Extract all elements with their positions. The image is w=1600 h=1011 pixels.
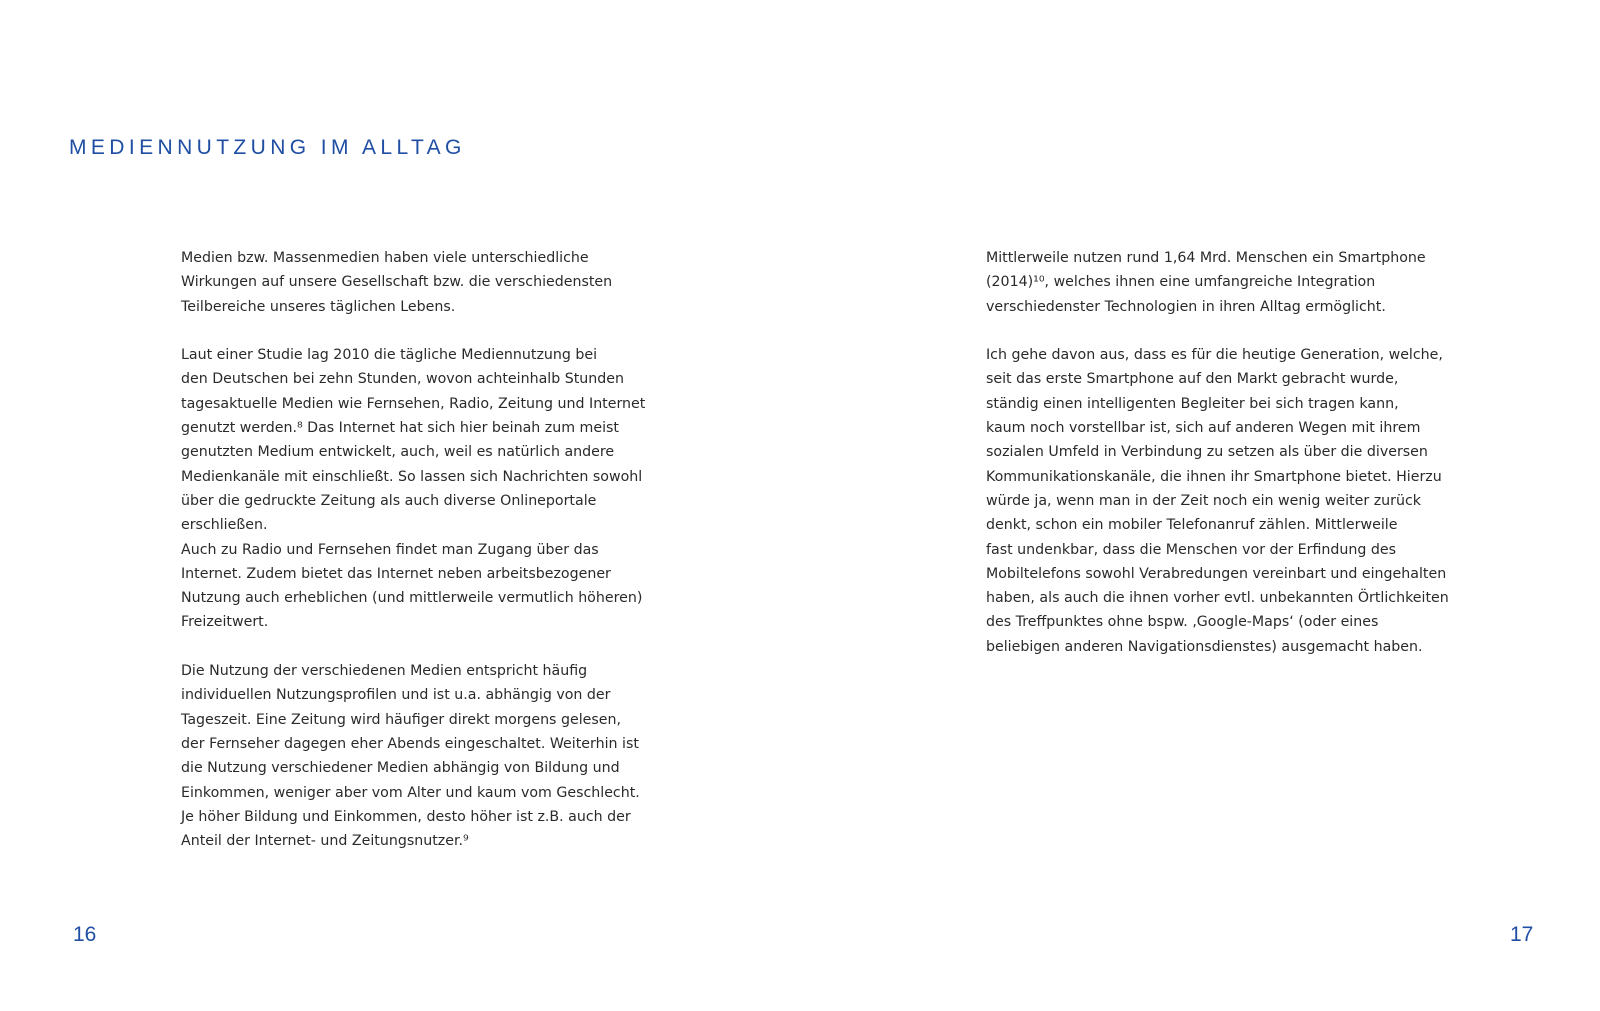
text-line: ständig einen intelligenten Begleiter bei sich tragen kann, bbox=[986, 395, 1399, 412]
text-line: tagesaktuelle Medien wie Fernsehen, Radio, Zeitung und Internet bbox=[181, 395, 646, 412]
text-line: der Fernseher dagegen eher Abends eingeschaltet. Weiterhin ist bbox=[181, 735, 639, 752]
section-title: MEDIENNUTZUNG IM ALLTAG bbox=[69, 136, 466, 159]
text-line: Die Nutzung der verschiedenen Medien entspricht häufig bbox=[181, 663, 588, 680]
text-line: Nutzung auch erheblichen (und mittlerweile vermutlich höheren) bbox=[181, 590, 643, 607]
text-line: haben, als auch die ihnen vorher evtl. unbekannten Örtlichkeiten bbox=[986, 590, 1449, 607]
left-paragraph-2 bbox=[181, 343, 646, 537]
text-line: Auch zu Radio und Fernsehen findet man Zugang über das bbox=[181, 541, 599, 558]
text-line: individuellen Nutzungsprofilen und ist u.a. abhängig von der bbox=[181, 687, 611, 704]
text-line: Mobiltelefons sowohl Verabredungen vereinbart und eingehalten bbox=[986, 565, 1447, 582]
left-paragraph-4 bbox=[181, 659, 641, 853]
text-line: verschiedenster Technologien in ihren Alltag ermöglicht. bbox=[986, 298, 1386, 315]
text-line: Internet. Zudem bietet das Internet neben arbeitsbezogener bbox=[181, 565, 611, 582]
left-paragraph-1 bbox=[181, 246, 641, 319]
right-text-column bbox=[986, 246, 1456, 659]
text-line: kaum noch vorstellbar ist, sich auf anderen Wegen mit ihrem bbox=[986, 420, 1421, 437]
text-line: würde ja, wenn man in der Zeit noch ein wenig weiter zurück bbox=[986, 492, 1422, 509]
left-text-column bbox=[181, 246, 646, 853]
text-line: des Treffpunktes ohne bspw. ‚Google-Maps‘ (oder eines bbox=[986, 614, 1379, 631]
text-line: Laut einer Studie lag 2010 die tägliche Mediennutzung bei bbox=[181, 347, 598, 364]
text-line: Anteil der Internet- und Zeitungsnutzer.⁹ bbox=[181, 833, 469, 850]
text-line: seit das erste Smartphone auf den Markt gebracht wurde, bbox=[986, 371, 1399, 388]
text-line: sozialen Umfeld in Verbindung zu setzen als über die diversen bbox=[986, 444, 1428, 461]
text-line: genutzt werden.⁸ Das Internet hat sich hier beinah zum meist bbox=[181, 420, 619, 437]
text-line: Kommunikationskanäle, die ihnen ihr Smartphone bietet. Hierzu bbox=[986, 468, 1442, 485]
left-paragraph-3 bbox=[181, 538, 641, 635]
text-line: Medien bzw. Massenmedien haben viele unterschiedliche bbox=[181, 250, 589, 266]
text-line: Freizeitwert. bbox=[181, 614, 269, 631]
text-line: (2014)¹⁰, welches ihnen eine umfangreiche Integration bbox=[986, 274, 1376, 291]
text-line: den Deutschen bei zehn Stunden, wovon achteinhalb Stunden bbox=[181, 371, 625, 388]
text-line: Tageszeit. Eine Zeitung wird häufiger direkt morgens gelesen, bbox=[181, 711, 621, 728]
right-paragraph-2 bbox=[986, 343, 1456, 659]
text-line: Teilbereiche unseres täglichen Lebens. bbox=[181, 298, 456, 315]
text-line: erschließen. bbox=[181, 517, 268, 534]
text-line: die Nutzung verschiedener Medien abhängig von Bildung und bbox=[181, 760, 620, 777]
text-line: Mittlerweile nutzen rund 1,64 Mrd. Menschen ein Smartphone bbox=[986, 250, 1426, 266]
text-line: Je höher Bildung und Einkommen, desto höher ist z.B. auch der bbox=[181, 808, 631, 825]
page-number-left: 16 bbox=[73, 923, 97, 946]
text-line: Medienkanäle mit einschließt. So lassen sich Nachrichten sowohl bbox=[181, 468, 643, 485]
text-line: Ich gehe davon aus, dass es für die heutige Generation, welche, bbox=[986, 347, 1443, 364]
text-line: über die gedruckte Zeitung als auch diverse Onlineportale bbox=[181, 492, 597, 509]
text-line: beliebigen anderen Navigationsdienstes) ausgemacht haben. bbox=[986, 638, 1423, 655]
text-line: Wirkungen auf unsere Gesellschaft bzw. die verschiedensten bbox=[181, 274, 613, 291]
text-line: denkt, schon ein mobiler Telefonanruf zählen. Mittlerweile bbox=[986, 517, 1398, 534]
text-line: fast undenkbar, dass die Menschen vor der Erfindung des bbox=[986, 541, 1397, 558]
text-line: Einkommen, weniger aber vom Alter und kaum vom Geschlecht. bbox=[181, 784, 640, 801]
page-number-right: 17 bbox=[1510, 923, 1534, 946]
text-line: genutzten Medium entwickelt, auch, weil es natürlich andere bbox=[181, 444, 615, 461]
right-paragraph-1 bbox=[986, 246, 1456, 319]
